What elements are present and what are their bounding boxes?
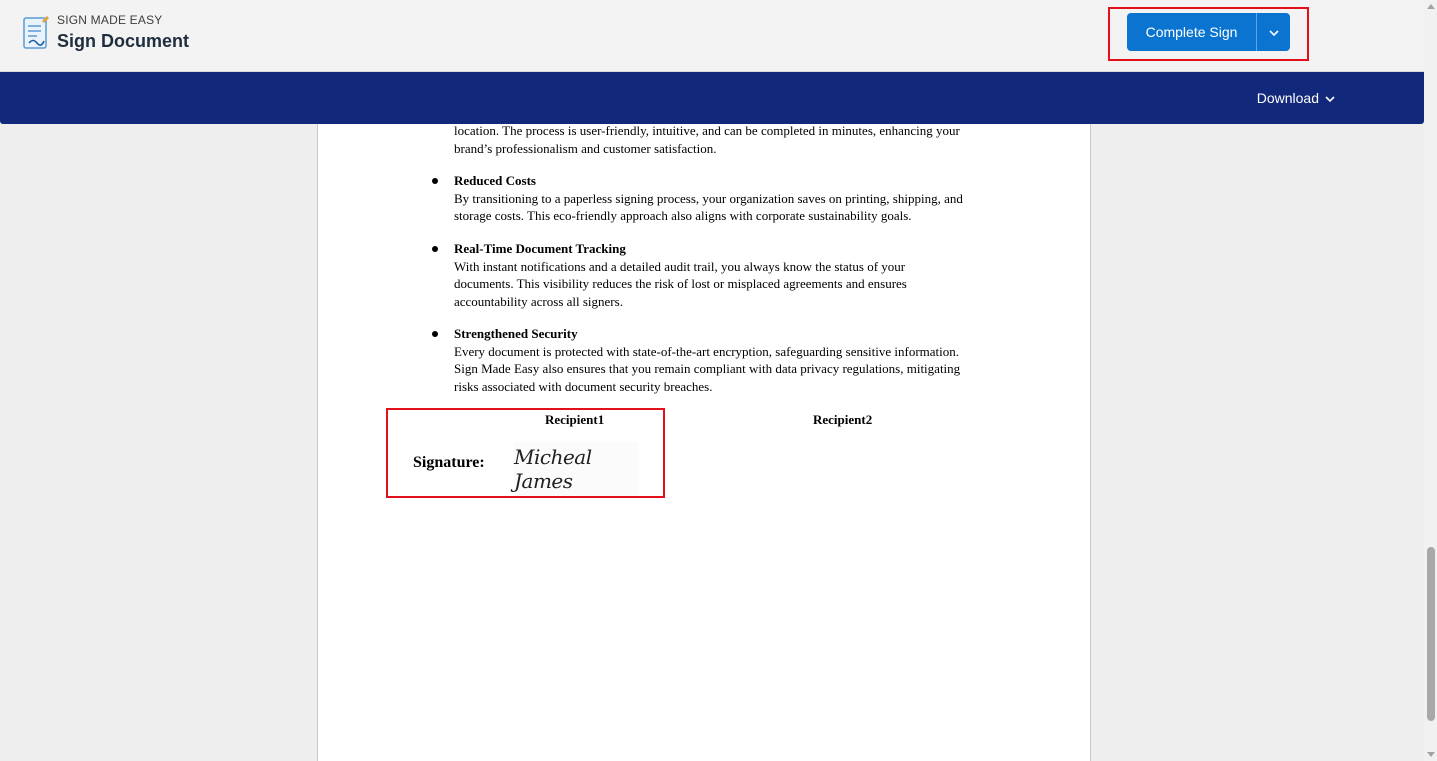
bullet-dot [432,331,438,337]
document-page [317,124,1091,761]
bullet-title: Strengthened Security [454,326,578,341]
text-line: Every document is protected with state-of-the-art encryption, safeguarding sensitive information. [454,343,960,359]
bullet-dot [432,178,438,184]
download-label: Download [1256,90,1319,106]
text-line: location. The process is user-friendly, intuitive, and can be completed in minutes, enhancing your [454,124,960,138]
app-header [0,0,1424,72]
text-line: accountability across all signers. [454,293,623,309]
text-line: brand’s professionalism and customer satisfaction. [454,140,717,156]
bullet-title: Reduced Costs [454,173,536,188]
scroll-up-icon[interactable] [1427,4,1435,9]
bullet-title: Real-Time Document Tracking [454,241,626,256]
text-line: With instant notifications and a detailed audit trail, you always know the status of your [454,258,906,274]
app-name: SIGN MADE EASY [57,13,163,27]
download-menu[interactable] [1257,72,1335,124]
page-title: Sign Document [57,31,190,51]
text-line: Sign Made Easy also ensures that you remain compliant with data privacy regulations, mitigating [454,361,961,376]
text-line: documents. This visibility reduces the risk of lost or misplaced agreements and ensures [454,276,907,291]
signature-label: Signature: [413,454,485,471]
document-icon [23,16,49,50]
nav-bar [0,72,1424,124]
scroll-thumb[interactable] [1427,547,1435,721]
bullet-dot [432,246,438,252]
text-line: storage costs. This eco-friendly approach also aligns with corporate sustainability goals. [454,208,912,223]
chevron-down-icon [1325,90,1335,106]
recipient1-label: Recipient1 [545,412,605,427]
complete-sign-highlight [1108,7,1309,61]
scroll-down-icon[interactable] [1427,752,1435,757]
bullet-tracking [454,240,1014,310]
bullet-reduced-costs [454,172,1014,225]
recipient2-label: Recipient2 [813,412,873,427]
vertical-scrollbar[interactable] [1424,0,1437,761]
complete-sign-button[interactable]: Complete Sign [1127,13,1257,51]
intro-paragraph [454,124,1014,157]
text-line: risks associated with document security breaches. [454,378,713,394]
bullet-security [454,325,1014,395]
signature-highlight [386,408,665,498]
document-viewer[interactable] [0,124,1409,761]
text-line: By transitioning to a paperless signing process, your organization saves on printing, shipping, and [454,190,963,206]
signature-image[interactable]: Micheal James [514,442,638,496]
